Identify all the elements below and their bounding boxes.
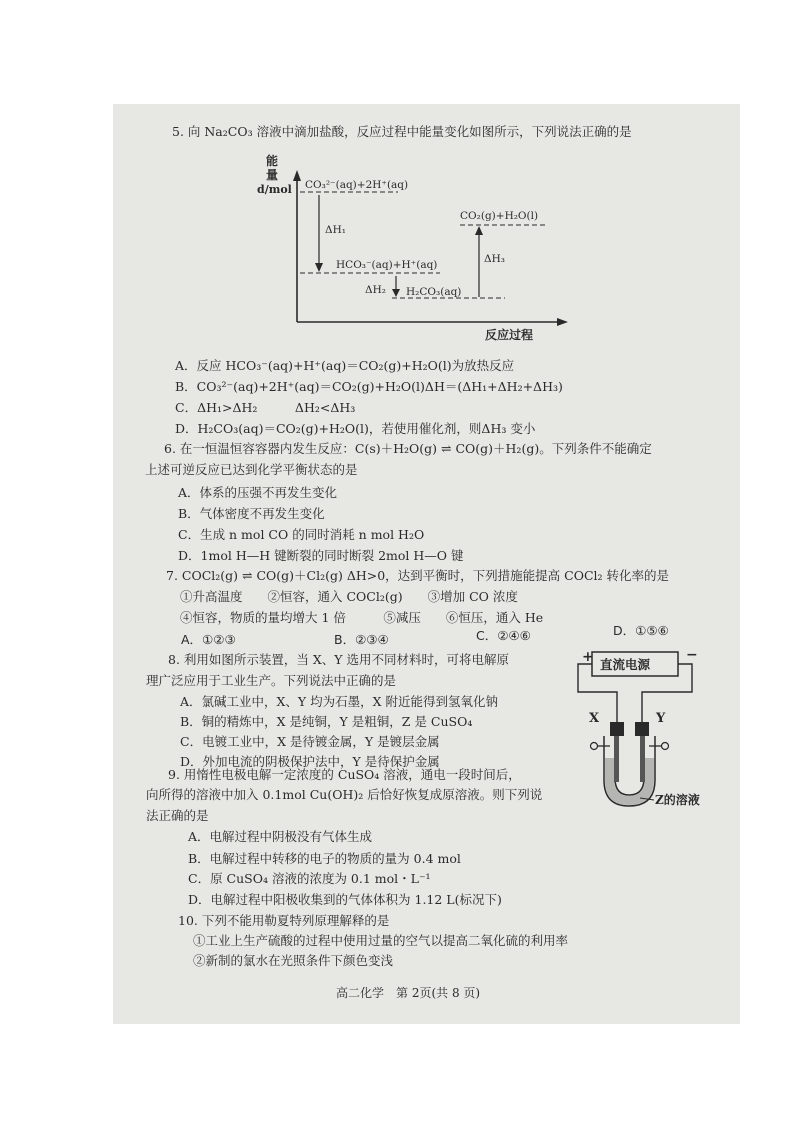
q8-option-c: C．电镀工业中，X 是待镀金属，Y 是镀层金属 [180, 734, 440, 749]
q6-option-b: B．气体密度不再发生变化 [178, 506, 325, 521]
dh1-label: ΔH₁ [325, 224, 346, 236]
dh2-label: ΔH₂ [365, 284, 386, 296]
q6-option-c: C．生成 n mol CO 的同时消耗 n mol H₂O [178, 527, 425, 542]
q10-item-2: ②新制的氯水在光照条件下颜色变浅 [193, 953, 394, 968]
q9-stem-3: 法正确的是 [146, 808, 209, 823]
q5-stem: 5. 向 Na₂CO₃ 溶液中滴加盐酸，反应过程中能量变化如图所示，下列说法正确的是 [172, 124, 632, 139]
q10-item-1: ①工业上生产硫酸的过程中使用过量的空气以提高二氧化硫的利用率 [193, 933, 569, 948]
q9-stem-1: 9. 用惰性电极电解一定浓度的 CuSO₄ 溶液，通电一段时间后， [168, 767, 521, 782]
q7-option-a: A．①②③ [181, 632, 236, 647]
q5-option-a: A．反应 HCO₃⁻(aq)+H⁺(aq)＝CO₂(g)+H₂O(l)为放热反应 [175, 358, 515, 373]
ylabel-3: d/mol [257, 183, 292, 196]
q10-stem: 10. 下列不能用勒夏特列原理解释的是 [178, 913, 390, 928]
q6-option-d: D．1mol H—H 键断裂的同时断裂 2mol H—O 键 [178, 548, 464, 563]
solution-label: Z的溶液 [655, 793, 700, 807]
q7-option-d: D．①⑤⑥ [613, 623, 669, 638]
q8-stem-2: 理广泛应用于工业生产。下列说法中正确的是 [146, 673, 397, 688]
q6-option-a: A．体系的压强不再发生变化 [178, 485, 338, 500]
q7-conditions-2: ④恒容，物质的量均增大 1 倍 ⑤减压 ⑥恒压，通入 He [180, 610, 544, 625]
xlabel: 反应过程 [485, 328, 534, 342]
q6-stem-1: 6. 在一恒温恒容容器内发生反应：C(s)＋H₂O(g) ⇌ CO(g)＋H₂(g)。下列条件不能确定 [164, 441, 652, 456]
q9-option-a: A．电解过程中阴极没有气体生成 [188, 829, 373, 844]
q7-option-c: C．②④⑥ [476, 628, 531, 643]
level-label-3: H₂CO₃(aq) [406, 286, 462, 298]
q6-stem-2: 上述可逆反应已达到化学平衡状态的是 [145, 462, 358, 477]
level-label-4: CO₂(g)+H₂O(l) [460, 210, 539, 222]
q8-option-a: A．氯碱工业中，X、Y 均为石墨，X 附近能得到氢氧化钠 [180, 694, 499, 709]
level-label-1: CO₃²⁻(aq)+2H⁺(aq) [305, 179, 409, 191]
label-y: Y [656, 711, 666, 726]
power-label: 直流电源 [600, 657, 651, 672]
q9-option-b: B．电解过程中转移的电子的物质的量为 0.4 mol [188, 851, 461, 866]
minus-sign: − [686, 647, 698, 663]
q7-stem: 7. COCl₂(g) ⇌ CO(g)＋Cl₂(g) ΔH>0，达到平衡时，下列措施能提高 COCl₂ 转化率的是 [166, 568, 670, 583]
level-label-2: HCO₃⁻(aq)+H⁺(aq) [336, 259, 438, 271]
q9-option-c: C．原 CuSO₄ 溶液的浓度为 0.1 mol・L⁻¹ [188, 871, 431, 886]
q7-conditions-1: ①升高温度 ②恒容，通入 COCl₂(g) ③增加 CO 浓度 [180, 589, 518, 604]
q8-option-d: D．外加电流的阴极保护法中，Y 是待保护金属 [180, 754, 440, 769]
q7-option-b: B．②③④ [334, 632, 389, 647]
q5-option-b: B．CO₃²⁻(aq)+2H⁺(aq)＝CO₂(g)+H₂O(l)ΔH＝(ΔH₁+ΔH₂+ΔH₃) [175, 379, 563, 394]
ylabel-1: 能 [266, 154, 279, 168]
q9-option-d: D．电解过程中阳极收集到的气体体积为 1.12 L(标况下) [188, 892, 502, 907]
page-footer: 高二化学 第 2页(共 8 页) [336, 986, 481, 1000]
ylabel-2: 量 [266, 168, 279, 182]
q8-option-b: B．铜的精炼中，X 是纯铜，Y 是粗铜，Z 是 CuSO₄ [180, 714, 473, 729]
dh3-label: ΔH₃ [484, 253, 505, 265]
q9-stem-2: 向所得的溶液中加入 0.1mol Cu(OH)₂ 后恰好恢复成原溶液。则下列说 [146, 787, 543, 802]
label-x: X [589, 711, 600, 726]
q8-stem-1: 8. 利用如图所示装置，当 X、Y 选用不同材料时，可将电解原 [168, 652, 509, 667]
q5-option-d: D．H₂CO₃(aq)＝CO₂(g)+H₂O(l)，若使用催化剂，则ΔH₃ 变小 [175, 421, 536, 436]
q5-option-c: C．ΔH₁>ΔH₂ ΔH₂<ΔH₃ [175, 400, 356, 415]
plus-sign: + [582, 649, 594, 665]
